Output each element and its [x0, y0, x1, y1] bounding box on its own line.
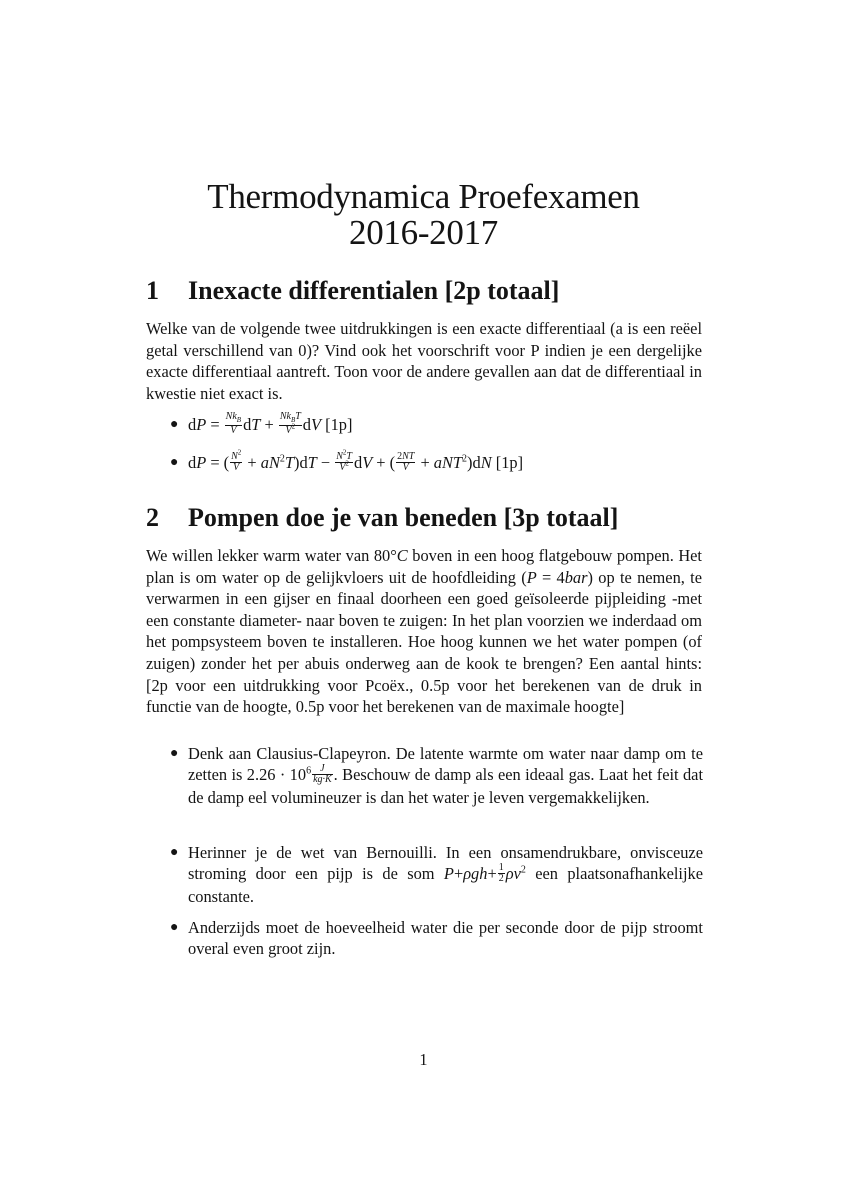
- section-2-paragraph: We willen lekker warm water van 80°C boven in een hoog flatgebouw pompen. Het plan is om water op de gelijkvloers uit de hoofdleiding (P = 4bar) op te nemen, te verwarmen in een gijser en finaal doorheen een goed geïsoleerde pijpleiding -met een constante diameter- naar boven te zuigen: In het plan voorzien we inderdaad om het pompsysteem boven te installeren. Hoe hoog kunnen we het water pompen (of zuigen) zonder het per abuis onderweg aan de kook te brengen? Een aantal hints: [2p voor een uitdrukking voor Pcoëx., 0.5p voor het berekenen van de druk in functie van de hoogte, 0.5p voor het berekenen van de maximale hoogte]: [146, 546, 702, 717]
- bullet-dot-icon: ●: [170, 455, 179, 470]
- bullet-dot-icon: ●: [170, 845, 179, 860]
- section-1-title: Inexacte differentialen [2p totaal]: [188, 276, 560, 305]
- bullet-dot-icon: ●: [170, 746, 179, 761]
- section-1-number: 1: [146, 276, 159, 305]
- hint-2-text: Herinner je de wet van Bernouilli. In een onsamendrukbare, onvisceuze stroming door een pijp is de som P+ρgh+ $\frac{1}{2}$ $\rho v^2$ een plaatsonafhankelijke constante.: [188, 843, 703, 906]
- document-subtitle-years: 2016-2017: [349, 213, 498, 252]
- section-2-title: Pompen doe je van beneden [3p totaal]: [188, 503, 619, 532]
- section-2-heading: [146, 503, 618, 533]
- bullet-1-points: [1p]: [325, 415, 353, 434]
- bullet-dot-icon: ●: [170, 920, 179, 935]
- section-2-number: 2: [146, 503, 159, 532]
- section-1-heading: [146, 276, 559, 306]
- equation-1: dP = $\frac{Nk_B}{V}$ dT + $\frac{Nk_BT}{V^2}$ dV [1p]: [188, 411, 353, 437]
- equation-2: dP = ( $\frac{N^2}{V}$ + $aN^2T)dT$ − $\frac{N^2T}{V^2}$ dV + ( $\frac{2NT}{V}$ + aNT$^2$)dN [1p]: [188, 448, 524, 473]
- document-title: Thermodynamica Proefexamen: [207, 177, 640, 216]
- section-1-paragraph: Welke van de volgende twee uitdrukkingen is een exacte differentiaal (a is een reëel getal verschillend van 0)? Vind ook het voorschrift voor P indien je een dergelijke exacte differentiaal aantreft. Toon voor de andere gevallen aan dat de differentiaal in kwestie niet exact is.: [146, 319, 702, 403]
- hint-3-text: Anderzijds moet de hoeveelheid water die per seconde door de pijp stroomt overal even groot zijn.: [188, 918, 703, 958]
- hint-1-text: Denk aan Clausius-Clapeyron. De latente warmte om water naar damp om te zetten is $2.26 \cdot 10^6$ $\frac{J}{kg\cdot K}$ . Beschouw de damp als een ideaal gas. Laat het feit dat de damp eel volumineuzer is dan het water je leven vergemakkelijken.: [188, 744, 704, 807]
- page-number: 1: [419, 1050, 428, 1069]
- bullet-dot-icon: ●: [170, 417, 179, 432]
- bullet-2-points: [1p]: [495, 453, 524, 472]
